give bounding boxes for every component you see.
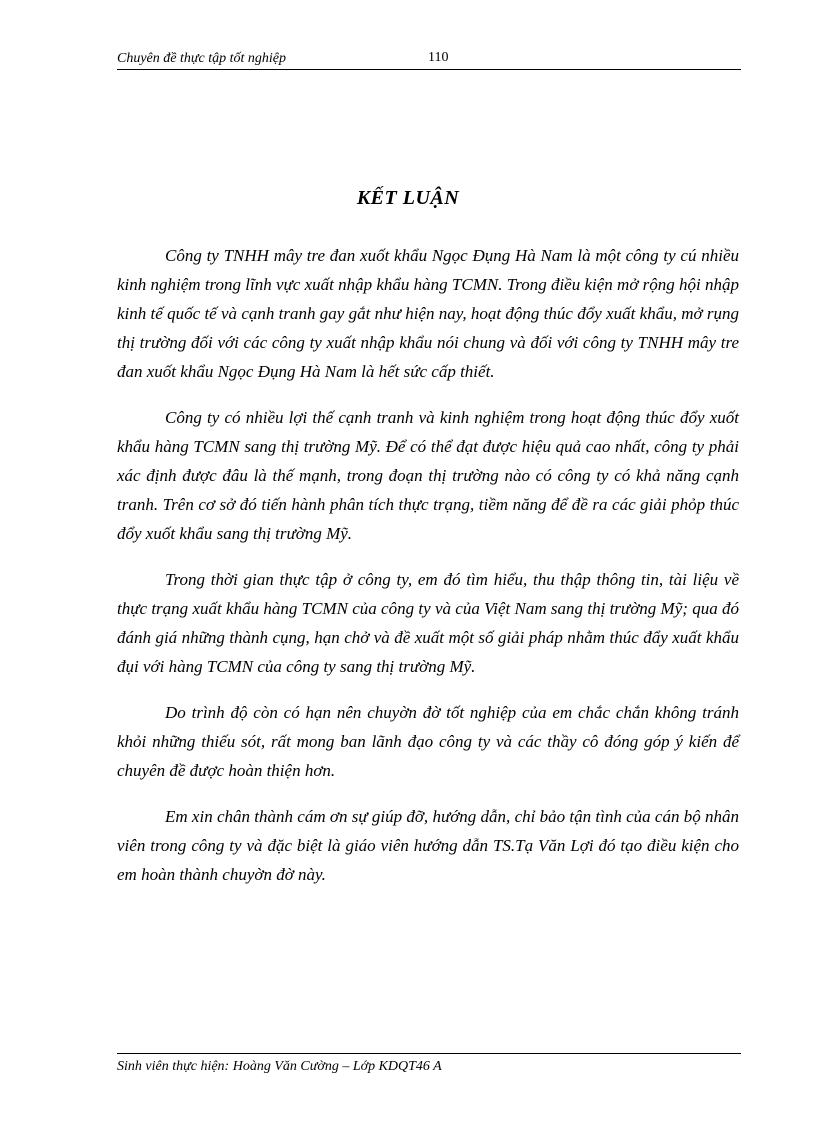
page-footer [117,1053,741,1074]
body-text [117,241,739,906]
paragraph: Do trình độ còn có hạn nên chuyờn đờ tốt nghiệp của em chắc chắn không tránh khỏi những thiếu sót, rất mong ban lãnh đạo công ty và các thầy cô đóng góp ý kiến để chuyên đề được hoàn thiện hơn. [117,703,739,780]
paragraph: Trong thời gian thực tập ở công ty, em đó tìm hiểu, thu thập thông tin, tài liệu về thực trạng xuất khẩu hàng TCMN của công ty và của Việt Nam sang thị trường Mỹ; qua đó đánh giá những thành cụng, hạn chở và đề xuất một số giải pháp nhằm thúc đẩy xuất khẩu đụi với hàng TCMN của công ty sang thị trường Mỹ. [117,570,739,676]
header-title: Chuyên đề thực tập tốt nghiệp [117,51,286,66]
paragraph: Em xin chân thành cám ơn sự giúp đỡ, hướng dẫn, chỉ bảo tận tình của cán bộ nhân viên trong công ty và đặc biệt là giáo viên hướng dẫn TS.Tạ Văn Lợi đó tạo điều kiện cho em hoàn thành chuyờn đờ này. [117,807,739,884]
page-number: 110 [428,50,449,65]
page-header [117,49,741,70]
paragraph: Công ty TNHH mây tre đan xuốt khẩu Ngọc Đụng Hà Nam là một công ty cú nhiều kinh nghiệm trong lĩnh vực xuất nhập khẩu hàng TCMN. Trong điều kiện mở rộng hội nhập kinh tế quốc tế và cạnh tranh gay gắt như hiện nay, hoạt động thúc đổy xuất khẩu, mở rụng thị trường đối với các công ty xuất nhập khẩu nói chung và đối với công ty TNHH mây tre đan xuốt khẩu Ngọc Đụng Hà Nam là hết sức cấp thiết. [117,246,739,381]
footer-author: Sinh viên thực hiện: Hoàng Văn Cường – Lớp KDQT46 A [117,1059,442,1074]
paragraph: Công ty có nhiều lợi thế cạnh tranh và kinh nghiệm trong hoạt động thúc đổy xuốt khẩu hàng TCMN sang thị trường Mỹ. Để có thể đạt được hiệu quả cao nhất, công ty phải xác định được đâu là thế mạnh, trong đoạn thị trường nào có công ty có khả năng cạnh tranh. Trên cơ sở đó tiến hành phân tích thực trạng, tiềm năng để đề ra các giải phỏp thúc đổy xuốt khẩu sang thị trường Mỹ. [117,408,739,543]
section-title: KẾT LUẬN [356,187,460,209]
